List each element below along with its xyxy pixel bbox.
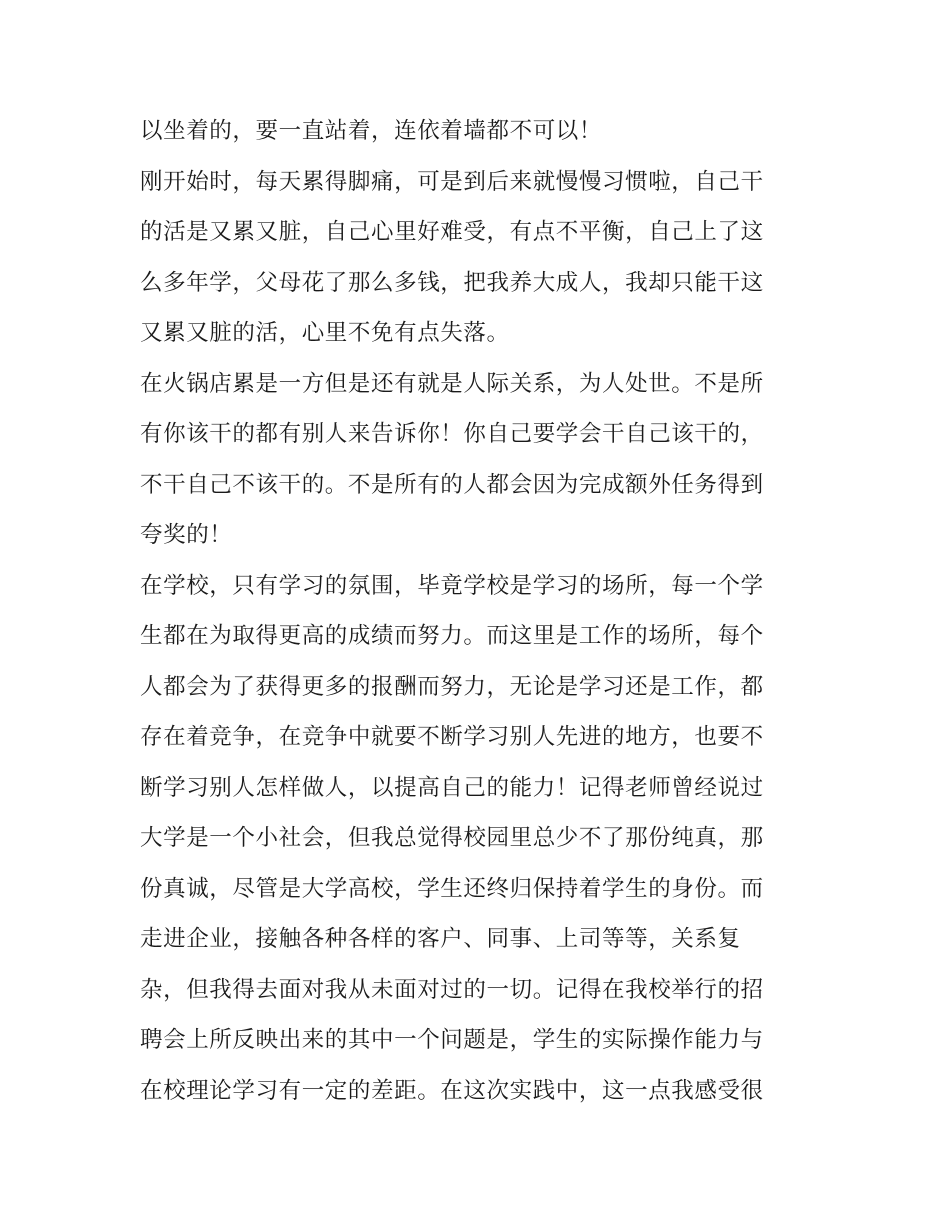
text-line: 在学校，只有学习的氛围，毕竟学校是学习的场所，每一个学: [140, 572, 764, 599]
text-line: 大学是一个小社会，但我总觉得校园里总少不了那份纯真，那: [140, 825, 764, 851]
document-body: [140, 106, 820, 1116]
text-line: 生都在为取得更高的成绩而努力。而这里是工作的场所，每个: [140, 623, 764, 649]
text-line: 存在着竞争，在竞争中就要不断学习别人先进的地方，也要不: [140, 724, 764, 750]
text-line: 以坐着的，要一直站着，连依着墙都不可以！: [140, 118, 603, 144]
text-line: 刚开始时，每天累得脚痛，可是到后来就慢慢习惯啦，自己干: [140, 168, 764, 195]
text-line: 在火锅店累是一方但是还有就是人际关系，为人处世。不是所: [140, 370, 764, 397]
text-line: 有你该干的都有别人来告诉你！你自己要学会干自己该干的，: [140, 421, 764, 447]
text-line: 不干自己不该干的。不是所有的人都会因为完成额外任务得到: [140, 471, 764, 498]
text-line: 又累又脏的活，心里不免有点失落。: [140, 320, 510, 346]
text-line: 走进企业，接触各种各样的客户、同事、上司等等，关系复: [140, 926, 741, 952]
text-line: 聘会上所反映出来的其中一个问题是，学生的实际操作能力与: [140, 1027, 764, 1053]
text-line: 杂，但我得去面对我从未面对过的一切。记得在我校举行的招: [140, 976, 764, 1003]
text-line: 在校理论学习有一定的差距。在这次实践中，这一点我感受很: [140, 1077, 764, 1104]
text-line: 夸奖的！: [140, 522, 233, 548]
text-line: 断学习别人怎样做人，以提高自己的能力！记得老师曾经说过: [140, 774, 764, 801]
text-line: 么多年学，父母花了那么多钱，把我养大成人，我却只能干这: [140, 269, 764, 296]
text-line: 的活是又累又脏，自己心里好难受，有点不平衡，自己上了这: [140, 219, 764, 245]
text-line: 人都会为了获得更多的报酬而努力，无论是学习还是工作，都: [140, 673, 764, 700]
text-line: 份真诚，尽管是大学高校，学生还终归保持着学生的身份。而: [140, 875, 764, 902]
